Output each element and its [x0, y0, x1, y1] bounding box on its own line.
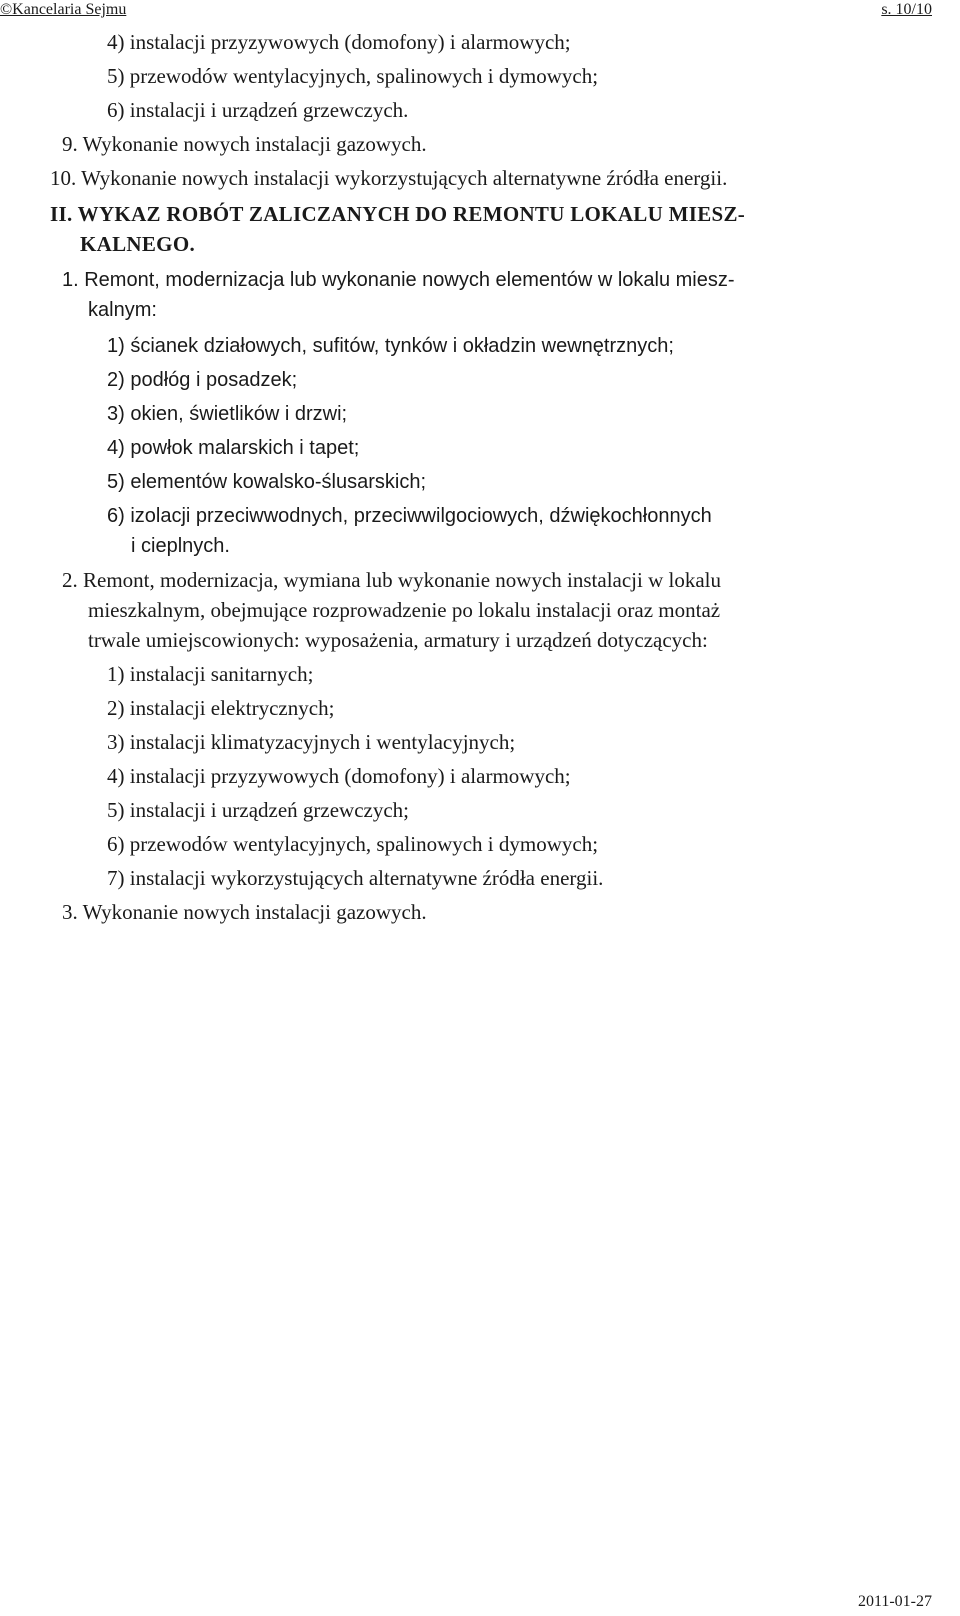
header-copyright: ©Kancelaria Sejmu [0, 1, 127, 18]
list-item: 5) instalacji i urządzeń grzewczych; [107, 798, 410, 822]
list-item: 4) instalacji przyzywowych (domofony) i alarmowych; [107, 30, 571, 54]
list-item: 2) podłóg i posadzek; [107, 369, 298, 391]
list-item: 5) przewodów wentylacyjnych, spalinowych i dymowych; [107, 64, 599, 88]
footer-date: 2011-01-27 [857, 1593, 932, 1610]
header-page-number: s. 10/10 [881, 1, 932, 18]
list-item: 4) powłok malarskich i tapet; [107, 437, 360, 459]
list-item: 5) elementów kowalsko-ślusarskich; [107, 471, 427, 493]
paragraph-2: 2. Remont, modernizacja, wymiana lub wykonanie nowych instalacji w lokalu [62, 568, 721, 592]
list-item: 7) instalacji wykorzystujących alternatywne źródła energii. [107, 866, 604, 890]
list-item: 9. Wykonanie nowych instalacji gazowych. [62, 132, 427, 156]
paragraph-1: 1. Remont, modernizacja lub wykonanie nowych elementów w lokalu miesz- [62, 269, 735, 291]
list-item: 6) instalacji i urządzeń grzewczych. [107, 98, 409, 122]
list-item: 3. Wykonanie nowych instalacji gazowych. [62, 900, 427, 924]
list-item: 10. Wykonanie nowych instalacji wykorzystujących alternatywne źródła energii. [50, 166, 728, 190]
list-item: 2) instalacji elektrycznych; [107, 696, 335, 720]
section-heading-continued: KALNEGO. [80, 232, 195, 256]
paragraph-1-continued: kalnym: [88, 299, 157, 321]
section-heading: II. WYKAZ ROBÓT ZALICZANYCH DO REMONTU LOKALU MIESZ- [50, 202, 746, 226]
list-item: 1) ścianek działowych, sufitów, tynków i okładzin wewnętrznych; [107, 335, 674, 357]
list-item: 4) instalacji przyzywowych (domofony) i alarmowych; [107, 764, 571, 788]
list-item: 1) instalacji sanitarnych; [107, 662, 314, 686]
list-item-continued: i cieplnych. [131, 535, 230, 557]
paragraph-2-continued: mieszkalnym, obejmujące rozprowadzenie po lokalu instalacji oraz montaż [88, 598, 721, 622]
list-item: 6) przewodów wentylacyjnych, spalinowych i dymowych; [107, 832, 599, 856]
list-item: 3) okien, świetlików i drzwi; [107, 403, 348, 425]
list-item: 6) izolacji przeciwwodnych, przeciwwilgociowych, dźwiękochłonnych [107, 505, 712, 527]
list-item: 3) instalacji klimatyzacyjnych i wentylacyjnych; [107, 730, 516, 754]
paragraph-2-continued: trwale umiejscowionych: wyposażenia, armatury i urządzeń dotyczących: [88, 628, 708, 652]
